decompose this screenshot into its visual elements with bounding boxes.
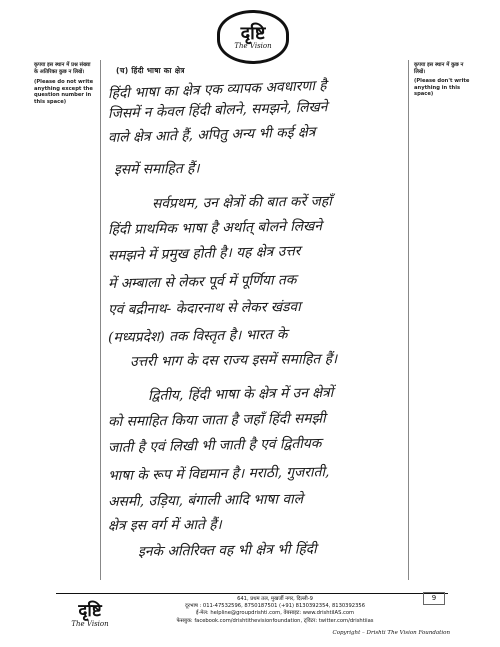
handwritten-line: असमी, उड़िया, बंगाली आदि भाषा वाले [107, 491, 304, 510]
footer-contact-info [130, 596, 420, 625]
handwritten-line: भाषा के रूप में विद्यमान है। मराठी, गुजराती, [107, 464, 330, 484]
handwritten-line: वाले क्षेत्र आते हैं, अपितु अन्य भी कई क्षेत्र [107, 124, 316, 146]
left-margin-english-note: (Please do not write anything except the question number in this space) [34, 79, 94, 105]
handwritten-line: जिसमें न केवल हिंदी बोलने, समझने, लिखने [107, 99, 328, 122]
handwritten-line: उत्तरी भाग के दस राज्य इसमें समाहित हैं। [129, 351, 338, 370]
footer-address: 641, प्रथम तल, मुखर्जी नगर, दिल्ली-9 [237, 596, 313, 602]
footer-divider [56, 593, 448, 594]
handwritten-line: इनके अतिरिक्त वह भी क्षेत्र भी हिंदी [137, 541, 317, 560]
page-number: 9 [423, 592, 445, 605]
footer-logo [62, 598, 118, 632]
handwritten-line: में अम्बाला से लेकर पूर्व में पूर्णिया तक [107, 272, 297, 292]
handwritten-line: द्वितीय, हिंदी भाषा के क्षेत्र में उन क्षेत्रों [147, 384, 334, 404]
handwritten-line: (मध्यप्रदेश) तक विस्तृत है। भारत के [107, 326, 288, 346]
drishti-logo [217, 10, 289, 64]
right-margin-rule [408, 60, 409, 580]
logo-english-text: The Vision [234, 41, 272, 50]
left-margin-instruction [34, 62, 94, 106]
handwritten-line: क्षेत्र इस वर्ग में आते हैं। [107, 516, 222, 534]
left-margin-hindi-note: कृपया इस स्थान में प्रश्न संख्या के अतिरिक्त कुछ न लिखें। [34, 62, 91, 75]
footer-logo-english-text: The Vision [71, 619, 109, 628]
section-title: (च) हिंदी भाषा का क्षेत्र [116, 66, 185, 75]
handwritten-line: हिंदी प्राथमिक भाषा है अर्थात् बोलने लिखने [107, 218, 323, 238]
handwritten-line: जाती है एवं लिखी भी जाती है एवं द्वितीयक [107, 435, 322, 456]
handwritten-line: इसमें समाहित हैं। [113, 160, 200, 178]
footer-social: फेसबुक: facebook.com/drishtithevisionfoundation, ट्विटर: twitter.com/drishtiias [176, 617, 374, 624]
right-margin-instruction [414, 62, 476, 98]
footer-logo-hindi-text: दृष्टि [78, 600, 102, 621]
handwritten-line: एवं बद्रीनाथ- केदारनाथ से लेकर खंडवा [107, 298, 301, 318]
handwritten-line: हिंदी भाषा का क्षेत्र एक व्यापक अवधारणा है [107, 77, 327, 102]
footer-phone: दूरभाष : 011-47532596, 8750187501 (+91) 8130392354, 8130392356 [185, 603, 365, 610]
handwritten-line: को समाहित किया जाता है जहाँ हिंदी समझी [107, 410, 326, 430]
footer-email-website: ई-मेल: helpline@groupdrishti.com, वेबसाइट: www.drishtiIAS.com [195, 610, 355, 617]
handwritten-line: समझने में प्रमुख होती है। यह क्षेत्र उत्तर [107, 243, 301, 264]
logo-hindi-text: दृष्टि [240, 22, 266, 44]
right-margin-english-note: (Please don't write anything in this space) [414, 78, 470, 98]
handwritten-line: सर्वप्रथम, उन क्षेत्रों की बात करें जहाँ [151, 193, 332, 212]
left-margin-rule [100, 60, 101, 580]
copyright-notice: Copyright – Drishti The Vision Foundation [332, 630, 450, 636]
right-margin-hindi-note: कृपया इस स्थान में कुछ न लिखें। [414, 62, 464, 75]
